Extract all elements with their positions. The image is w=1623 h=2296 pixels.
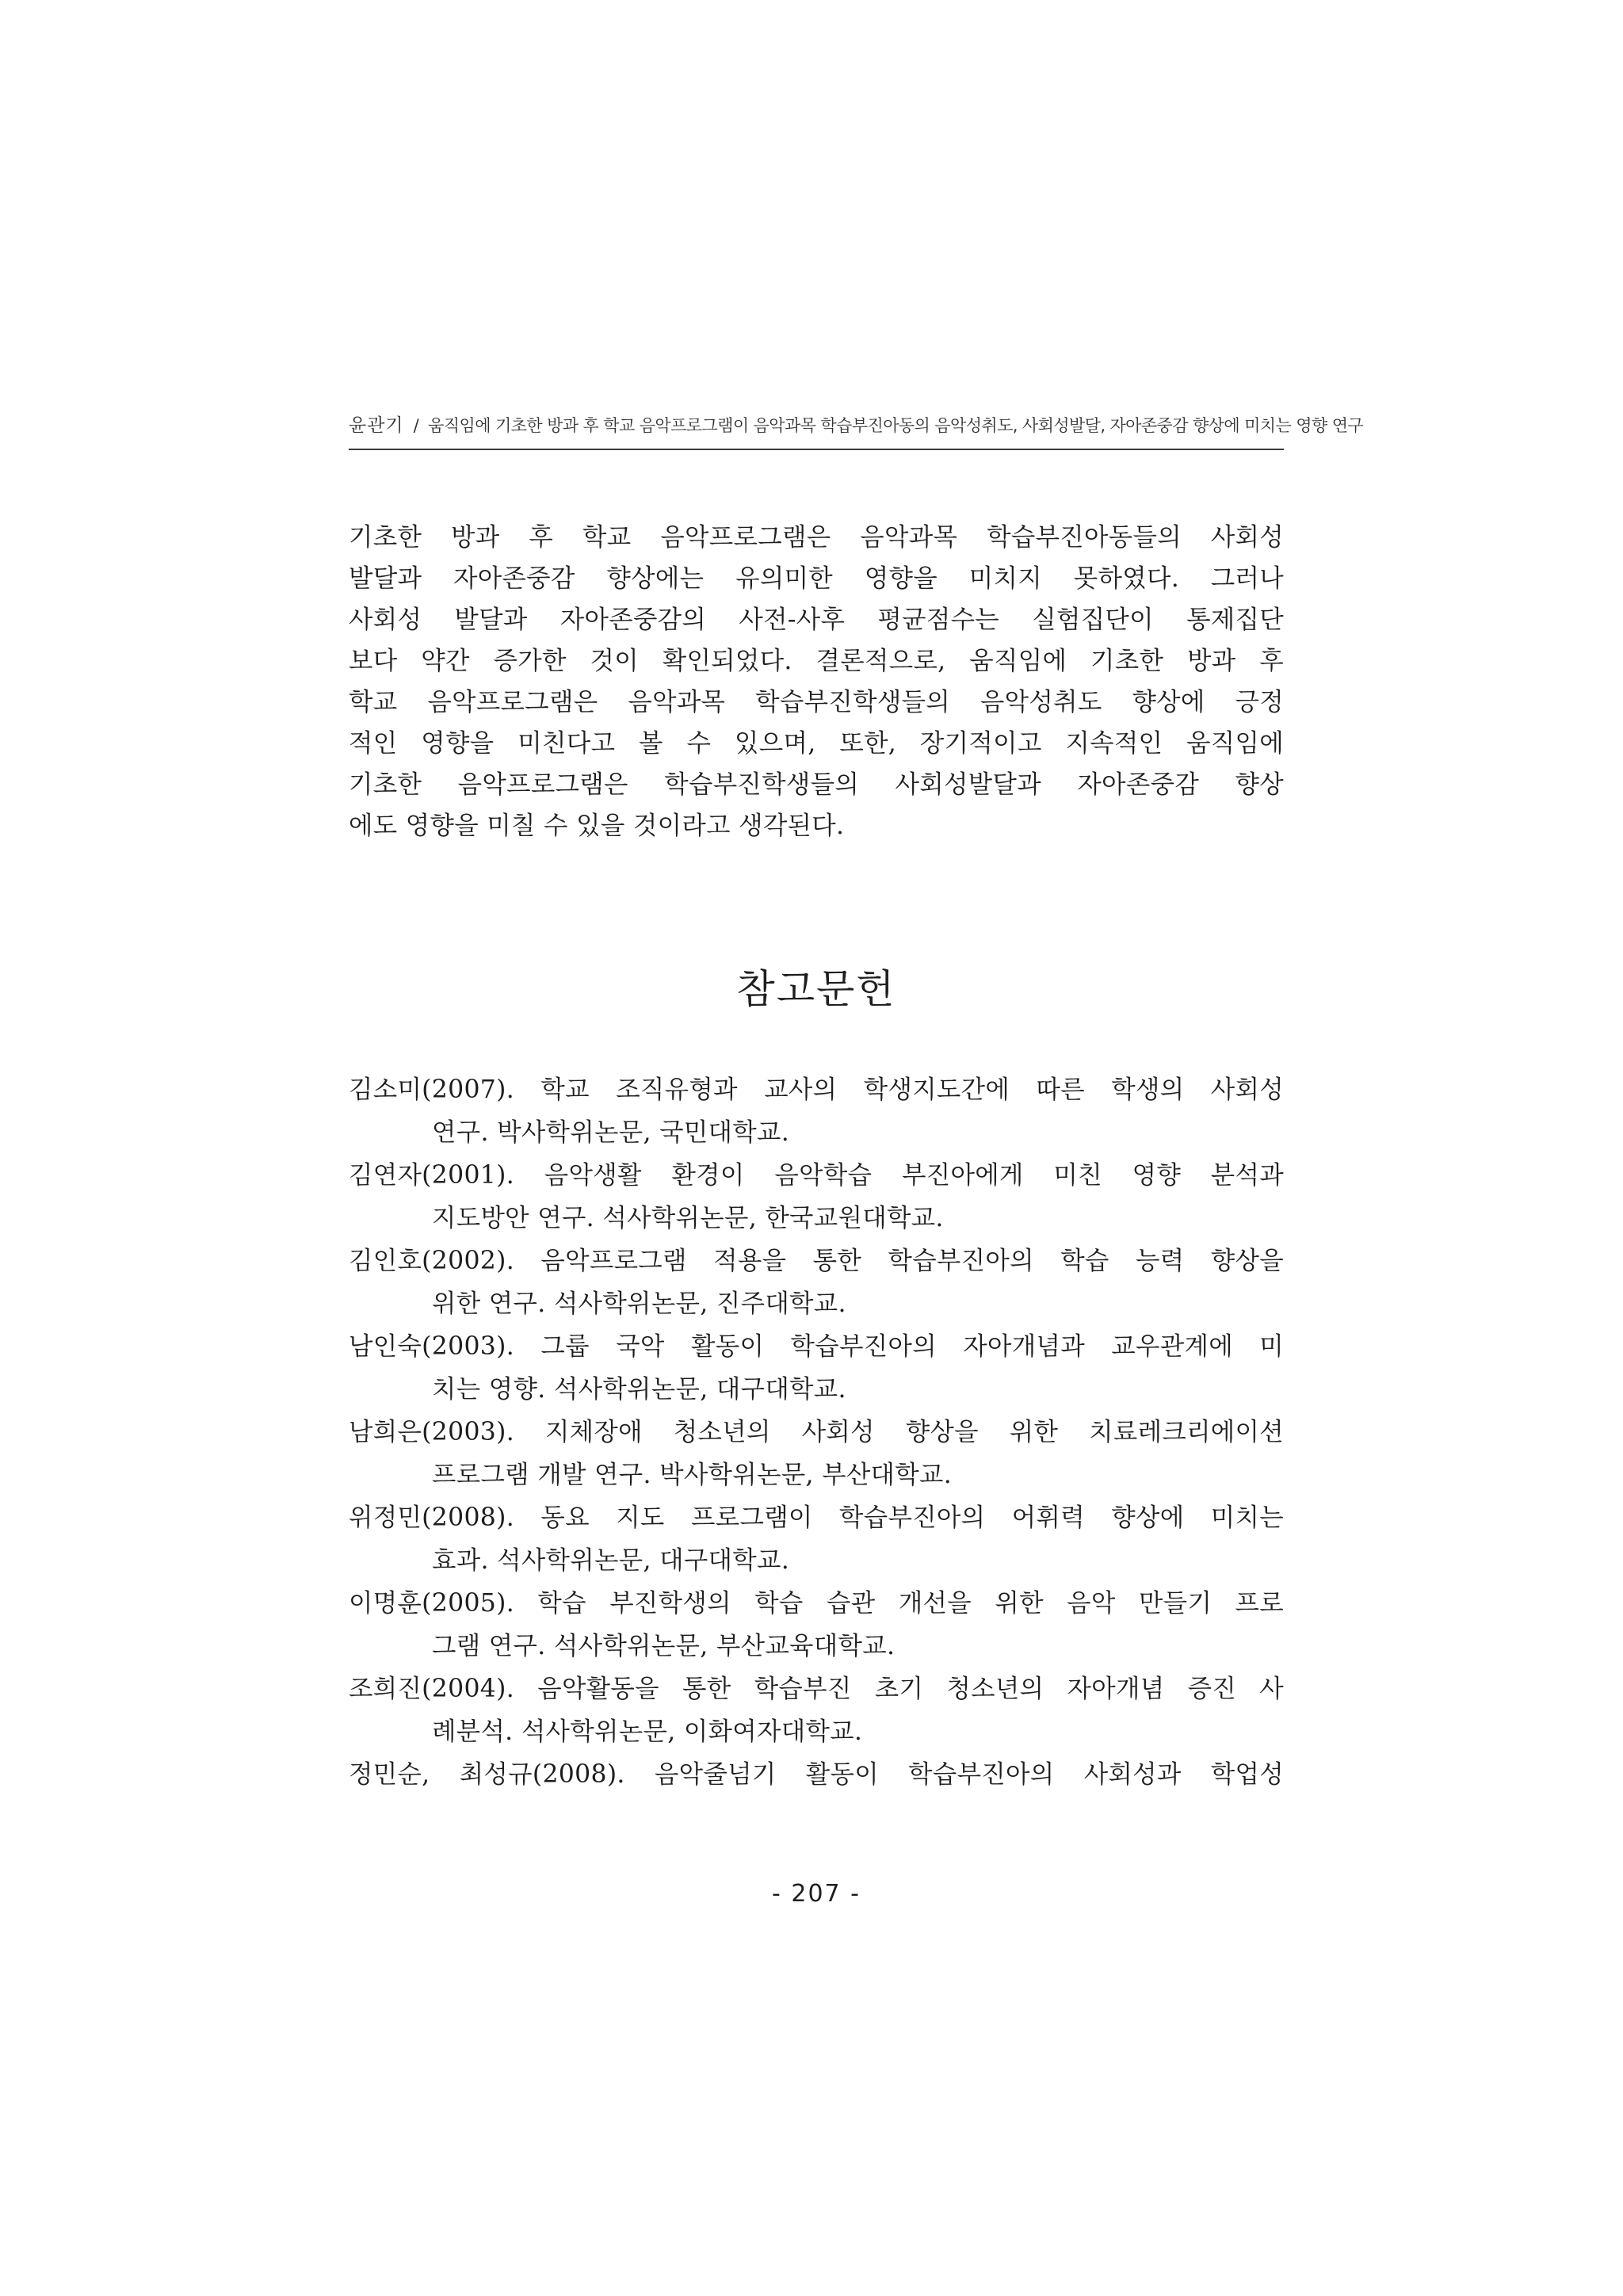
header-title: 움직임에 기초한 방과 후 학교 음악프로그램이 음악과목 학습부진아동의 음악성취도, 사회성발달, 자아존중감 향상에 미치는 영향 연구: [428, 416, 1364, 435]
header-separator: /: [413, 416, 419, 435]
reference-first-line: 김연자(2001). 음악생활 환경이 음악학습 부진아에게 미친 영향 분석과: [349, 1161, 1284, 1190]
body-line: 발달과 자아존중감 향상에는 유의미한 영향을 미치지 못하였다. 그러나: [349, 564, 1284, 593]
reference-first-line: 조희진(2004). 음악활동을 통한 학습부진 초기 청소년의 자아개념 증진 사: [349, 1675, 1284, 1703]
reference-item: [349, 1753, 1284, 1796]
reference-item: [349, 1240, 1284, 1325]
reference-continuation-line: 치는 영향. 석사학위논문, 대구대학교.: [432, 1375, 846, 1404]
reference-first-line: 위정민(2008). 동요 지도 프로그램이 학습부진아의 어휘력 향상에 미치는: [349, 1503, 1284, 1532]
reference-continuation-line: 위한 연구. 석사학위논문, 진주대학교.: [432, 1289, 846, 1318]
reference-first-line: 이명훈(2005). 학습 부진학생의 학습 습관 개선을 위한 음악 만들기 프로: [349, 1589, 1284, 1618]
header-author: 윤관기: [349, 415, 404, 436]
reference-list: [349, 1068, 1284, 1796]
reference-item: [349, 1668, 1284, 1753]
reference-first-line: 남인숙(2003). 그룹 국악 활동이 학습부진아의 자아개념과 교우관계에 미: [349, 1332, 1284, 1361]
page-number: - 207 -: [772, 1880, 861, 1908]
body-line: 보다 약간 증가한 것이 확인되었다. 결론적으로, 움직임에 기초한 방과 후: [349, 647, 1284, 675]
body-line: 사회성 발달과 자아존중감의 사전-사후 평균점수는 실험집단이 통제집단: [349, 606, 1284, 634]
running-header: [349, 411, 1364, 450]
reference-item: [349, 1068, 1284, 1154]
body-line: 에도 영향을 미칠 수 있을 것이라고 생각된다.: [349, 812, 845, 840]
body-line: 기초한 음악프로그램은 학습부진학생들의 사회성발달과 자아존중감 향상: [349, 770, 1284, 799]
reference-first-line: 정민순, 최성규(2008). 음악줄넘기 활동이 학습부진아의 사회성과 학업성: [349, 1760, 1284, 1789]
reference-first-line: 김소미(2007). 학교 조직유형과 교사의 학생지도간에 따른 학생의 사회성: [349, 1075, 1284, 1104]
reference-continuation-line: 례분석. 석사학위논문, 이화여자대학교.: [432, 1717, 863, 1746]
reference-continuation-line: 그램 연구. 석사학위논문, 부산교육대학교.: [432, 1632, 896, 1660]
section-title-references: 참고문헌: [736, 966, 896, 1012]
reference-first-line: 김인호(2002). 음악프로그램 적용을 통한 학습부진아의 학습 능력 향상을: [349, 1247, 1284, 1275]
reference-item: [349, 1582, 1284, 1668]
body-line: 적인 영향을 미친다고 볼 수 있으며, 또한, 장기적이고 지속적인 움직임에: [349, 729, 1284, 758]
reference-item: [349, 1154, 1284, 1240]
reference-item: [349, 1496, 1284, 1582]
reference-continuation-line: 지도방안 연구. 석사학위논문, 한국교원대학교.: [432, 1204, 944, 1232]
reference-continuation-line: 연구. 박사학위논문, 국민대학교.: [432, 1118, 790, 1147]
body-line: 학교 음악프로그램은 음악과목 학습부진학생들의 음악성취도 향상에 긍정: [349, 688, 1284, 716]
reference-continuation-line: 프로그램 개발 연구. 박사학위논문, 부산대학교.: [432, 1461, 953, 1489]
reference-item: [349, 1325, 1284, 1411]
body-line: 기초한 방과 후 학교 음악프로그램은 음악과목 학습부진아동들의 사회성: [349, 523, 1284, 552]
body-paragraph: [349, 517, 1284, 846]
reference-first-line: 남희은(2003). 지체장애 청소년의 사회성 향상을 위한 치료레크리에이션: [349, 1418, 1284, 1446]
reference-item: [349, 1411, 1284, 1496]
reference-continuation-line: 효과. 석사학위논문, 대구대학교.: [432, 1546, 790, 1575]
